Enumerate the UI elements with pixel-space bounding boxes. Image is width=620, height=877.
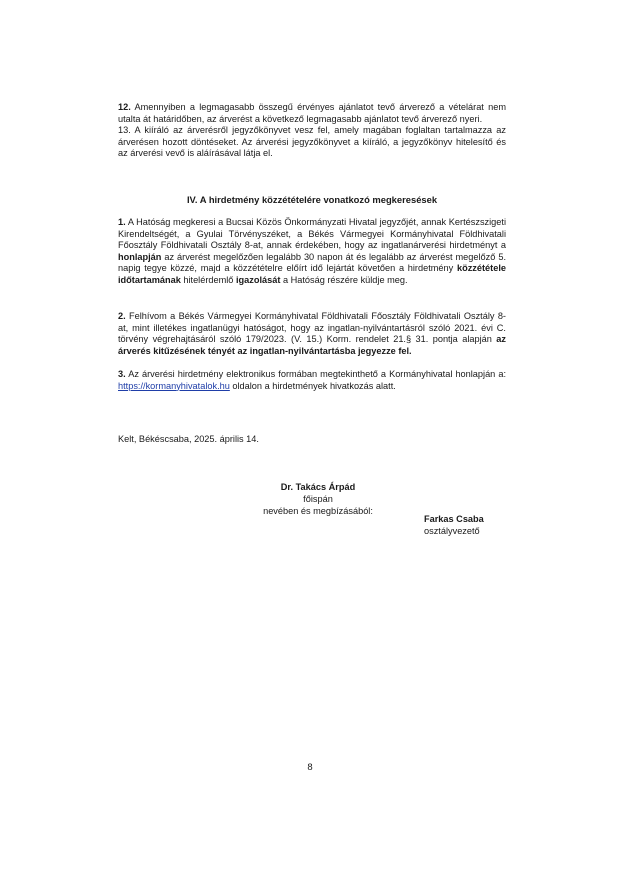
signatory-title: főispán (303, 493, 333, 504)
signatory-name: Dr. Takács Árpád (280, 482, 356, 492)
signer-title: osztályvezető (424, 525, 480, 536)
item-13: 13. A kiíráló az árverésről jegyzőkönyvet vesz fel, amely magában foglaltan tartalmazza az árverésen hozott döntéseket. Az árverési jegyzőkönyvet a kiíráló, a jegyzőkönyv hitelesítő és az árverési vevő is aláírásával látja el. (118, 125, 506, 159)
signature-block (238, 482, 398, 517)
place-date: Kelt, Békéscsaba, 2025. április 14. (118, 434, 259, 444)
signer-name: Farkas Csaba (424, 514, 484, 524)
paragraph-1: 1. A Hatóság megkeresi a Bucsai Közös Önkormányzati Hivatal jegyzőjét, annak Kertészszigeti Kirendeltségét, a Gyulai Törvényszéket, a Békés Vármegyei Kormányhivatal Földhivatali Főosztály Földhivatali Osztály 8-at, annak érdekében, hogy az ingatlanárverési hirdetményt a honlapján az árverést megelőzően legalább 30 napon át és legalább az árverést megelőző 5. napig tegye közzé, majd a közzétételre előírt idő lejártát követően a hirdetmény közzététele időtartamának hitelérdemlő igazolását a Hatóság részére küldje meg. (118, 217, 506, 285)
page-number: 8 (307, 762, 313, 773)
on-behalf-text: nevében és megbízásából: (263, 505, 373, 516)
kormanyhivatal-link[interactable]: https://kormanyhivatalok.hu (118, 380, 230, 391)
items-12-13 (118, 102, 506, 160)
item-12: 12. Amennyiben a legmagasabb összegű érvényes ajánlatot tevő árverező a vételárat nem utalta át határidőben, az árverést a következő legmagasabb ajánlatot tevő árverező nyeri. (118, 102, 506, 124)
signer-block (424, 514, 484, 538)
paragraph-2: 2. Felhívom a Békés Vármegyei Kormányhivatal Földhivatali Főosztály Földhivatali Osztály 8-at, mint illetékes ingatlanügyi hatóságot, hogy az ingatlan-nyilvántartásról szóló 2021. évi C. törvény végrehajtásáról szóló 179/2023. (V. 15.) Korm. rendelet 21.§ 31. pontja alapján az árverés kitűzésének tényét az ingatlan-nyilvántartásba jegyezze fel. (118, 311, 506, 356)
paragraph-3: 3. Az árverési hirdetmény elektronikus formában megtekinthető a Kormányhivatal honlapján a: https://kormanyhivatalok.hu oldalon a hirdetmények hivatkozás alatt. (118, 369, 506, 391)
section-heading: IV. A hirdetmény közzétételére vonatkozó megkeresések (186, 194, 438, 205)
